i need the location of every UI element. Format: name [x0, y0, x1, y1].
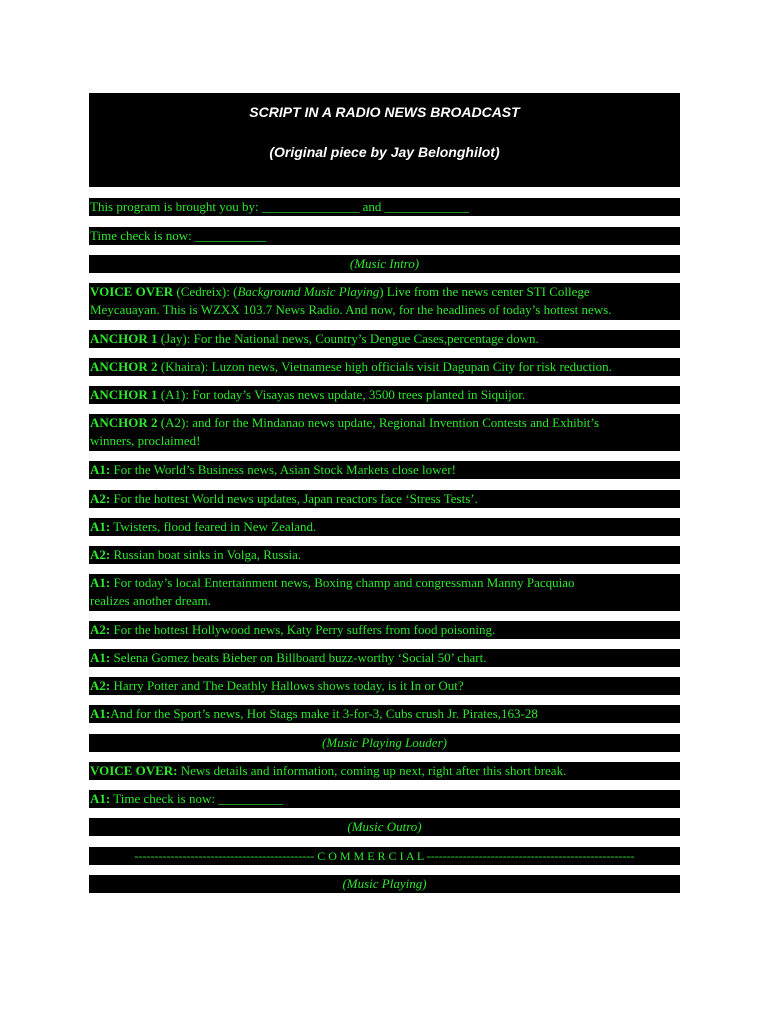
document-title: SCRIPT IN A RADIO NEWS BROADCAST	[249, 104, 520, 120]
sponsor-text: This program is brought you by: _______________	[90, 199, 360, 214]
voice-over-cue: Background Music Playing	[237, 284, 380, 299]
voice-over-break-label: VOICE OVER:	[90, 763, 178, 778]
anchor2-label: ANCHOR 2	[90, 359, 158, 374]
voice-over-speaker: (Cedreix): (	[173, 284, 238, 299]
business-label: A1:	[90, 462, 111, 477]
music-louder-cue	[89, 734, 680, 752]
music-outro-text: (Music Outro)	[347, 819, 422, 834]
time-check-2-text: Time check is now: __________	[110, 791, 284, 806]
anchor2b-text-1: (A2): and for the Mindanao news update, Regional Invention Contests and Exhibit’s	[157, 415, 600, 430]
anchor2b-text-2: winners, proclaimed!	[90, 433, 201, 448]
sponsor-and: and _____________	[359, 199, 470, 214]
entertainment-text-1: For today’s local Entertainment news, Boxing champ and congressman Manny Pacquiao	[110, 575, 575, 590]
potter-text: Harry Potter and The Deathly Hallows shows today, is it In or Out?	[110, 678, 464, 693]
anchor1-text: (Jay): For the National news, Country’s Dengue Cases,percentage down.	[157, 331, 539, 346]
music-intro-cue	[89, 255, 680, 273]
hollywood-text: For the hottest Hollywood news, Katy Perry suffers from food poisoning.	[110, 622, 496, 637]
entertainment-news-line	[89, 574, 680, 611]
voice-over-line	[89, 283, 680, 320]
anchor1-national-line	[89, 330, 680, 348]
boat-news-line	[89, 546, 680, 564]
anchor2b-label: ANCHOR 2	[90, 415, 158, 430]
potter-label: A2:	[90, 678, 111, 693]
potter-news-line	[89, 677, 680, 695]
time-check-line	[89, 227, 680, 245]
selena-news-line	[89, 649, 680, 667]
twister-news-line	[89, 518, 680, 536]
business-news-line	[89, 461, 680, 479]
sports-news-line	[89, 705, 680, 723]
anchor1b-label: ANCHOR 1	[90, 387, 158, 402]
selena-label: A1:	[90, 650, 111, 665]
boat-text: Russian boat sinks in Volga, Russia.	[110, 547, 302, 562]
commercial-divider	[89, 847, 680, 865]
entertainment-label: A1:	[90, 575, 111, 590]
music-playing-cue	[89, 875, 680, 893]
hollywood-news-line	[89, 621, 680, 639]
music-intro-text: (Music Intro)	[349, 256, 420, 271]
commercial-text: --------------------------------------------- C O M M E R C I A L ----------------------------------------------------	[134, 849, 635, 863]
twister-text: Twisters, flood feared in New Zealand.	[110, 519, 317, 534]
document-subtitle: (Original piece by Jay Belonghilot)	[269, 144, 500, 160]
anchor1b-text: (A1): For today’s Visayas news update, 3500 trees planted in Siquijor.	[157, 387, 526, 402]
anchor1-label: ANCHOR 1	[90, 331, 158, 346]
anchor1-visayas-line	[89, 386, 680, 404]
music-outro-cue	[89, 818, 680, 836]
voice-over-break-text: News details and information, coming up next, right after this short break.	[177, 763, 567, 778]
twister-label: A1:	[90, 519, 111, 534]
time-check-2-label: A1:	[90, 791, 111, 806]
anchor2-text: (Khaira): Luzon news, Vietnamese high officials visit Dagupan City for risk reduction.	[157, 359, 612, 374]
entertainment-text-2: realizes another dream.	[90, 593, 211, 608]
sports-label: A1:	[90, 706, 111, 721]
voice-over-break-line	[89, 762, 680, 780]
anchor2-mindanao-line	[89, 414, 680, 451]
anchor2-luzon-line	[89, 358, 680, 376]
music-louder-text: (Music Playing Louder)	[322, 735, 447, 750]
voice-over-label: VOICE OVER	[90, 284, 174, 299]
hollywood-label: A2:	[90, 622, 111, 637]
boat-label: A2:	[90, 547, 111, 562]
music-playing-text: (Music Playing)	[342, 876, 427, 891]
voice-over-text-2: Meycauayan. This is WZXX 103.7 News Radio. And now, for the headlines of today’s hottest news.	[90, 302, 612, 317]
script-page	[89, 93, 680, 891]
sports-text: And for the Sport’s news, Hot Stags make it 3-for-3, Cubs crush Jr. Pirates,163-28	[110, 706, 538, 721]
title-block	[89, 93, 680, 187]
sponsor-line	[89, 198, 680, 216]
time-check-line-2	[89, 790, 680, 808]
world-text: For the hottest World news updates, Japan reactors face ‘Stress Tests’.	[110, 491, 478, 506]
business-text: For the World’s Business news, Asian Stock Markets close lower!	[110, 462, 456, 477]
world-news-line	[89, 490, 680, 508]
world-label: A2:	[90, 491, 111, 506]
voice-over-text-1: ) Live from the news center STI College	[379, 284, 590, 299]
selena-text: Selena Gomez beats Bieber on Billboard buzz-worthy ‘Social 50’ chart.	[110, 650, 487, 665]
time-check-text: Time check is now: ___________	[90, 228, 267, 243]
